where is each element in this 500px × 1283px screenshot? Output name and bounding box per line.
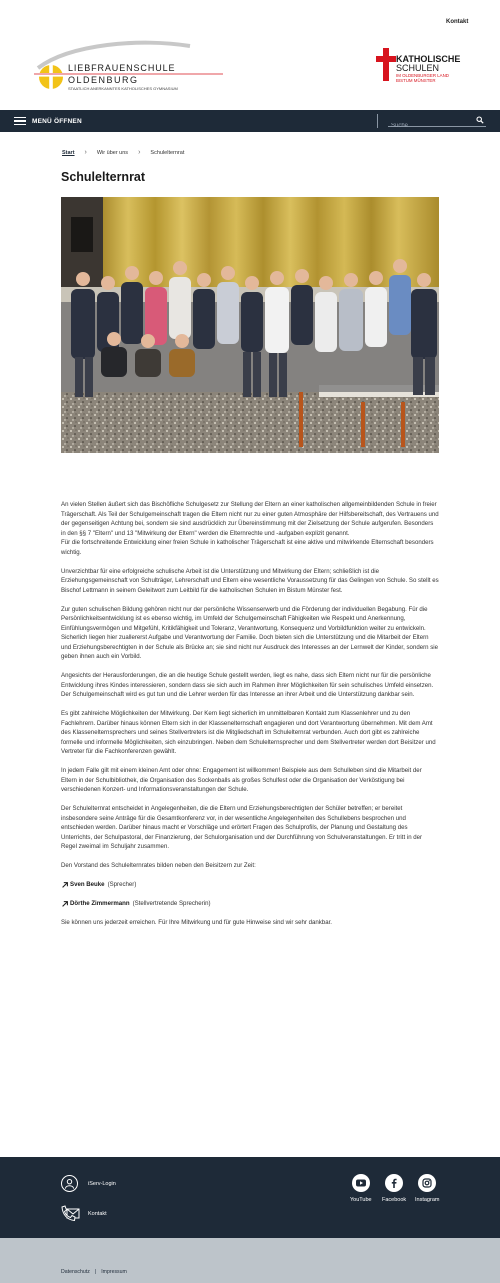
paragraph: Es gibt zahlreiche Möglichkeiten der Mitwirkung. Der Kern liegt sicherlich im unmittelbaren Kontakt zum Klassenlehrer und zu den Fachlehrern. Darüber hinaus können Eltern sich in der Klassenelternschaft engagieren und dort Verantwortung übernehmen. Mit dem Amt des Klassenelternsprechers und seines Stellvertreters ist die Mitgliedschaft im Schulelternrat verbunden. Auch dort gibt es zahlreiche formelle und informelle Möglichkeiten, sich einzubringen. Neben dem Schulelternsprecher und dem Stellvertreter werden dort Beisitzer und Vertreter für die Fachkonferenzen gewählt. xyxy=(61,710,436,755)
iserv-login-label: iServ-Login xyxy=(88,1180,116,1187)
youtube-icon xyxy=(352,1174,370,1192)
partner-line4: BISTUM MÜNSTER xyxy=(396,78,436,83)
group-photo xyxy=(61,197,439,453)
logo-mark-icon xyxy=(39,65,63,89)
iserv-login-link[interactable] xyxy=(61,1175,116,1192)
instagram-link[interactable] xyxy=(415,1174,439,1203)
contact-name: Dörthe Zimmermann xyxy=(70,900,130,907)
instagram-icon xyxy=(418,1174,436,1192)
site-footer xyxy=(0,1157,500,1238)
breadcrumb-current: Schulelternrat xyxy=(150,150,185,156)
search-input[interactable] xyxy=(388,120,468,132)
page-title: Schulelternrat xyxy=(61,170,146,184)
header-kontakt-link[interactable]: Kontakt xyxy=(446,19,469,25)
datenschutz-link[interactable]: Datenschutz xyxy=(61,1269,90,1275)
closing-paragraph: Sie können uns jederzeit erreichen. Für Ihre Mitwirkung und für gute Hinweise sind wir sehr dankbar. xyxy=(61,919,332,926)
contact-link-sven-beuke[interactable] xyxy=(61,880,439,890)
intro-paragraph xyxy=(61,500,439,557)
school-name-line1: LIEBFRAUENSCHULE xyxy=(68,63,176,73)
paragraph: Der Schulelternrat entscheidet in Angelegenheiten, die die Eltern und Erziehungsberechtigten der Schüler betreffen; er bereitet insbesondere seine Anträge für die Gesamtkonferenz vor, in der wesentliche Angelegenheiten des Schullebens besprochen und entschieden werden. Darüber hinaus macht er Vorschläge und erörtert Fragen des Schulprofils, der Planung und Gestaltung des Unterrichts, der Schulpastoral, der Finanzierung, der Schulorganisation und der Durchführung von Schulveranstaltungen. Er tritt in der Regel zweimal im Schuljahr zusammen. xyxy=(61,805,423,850)
legal-bar xyxy=(0,1238,500,1283)
paragraph: Angesichts der Herausforderungen, die an die heutige Schule gestellt werden, liegt es nahe, dass sich Eltern nicht nur für die persönliche Entwicklung ihres Kindes interessieren, sondern dass sie sich auch im Rahmen ihrer Möglichkeiten für sein schulisches Umfeld einsetzen. Der Schulgemeinschaft wird es gut tun und die Lehrer werden für das Interesse an ihrer Arbeit und die Unterstützung dankbar sein. xyxy=(61,672,434,698)
paragraph: Unverzichtbar für eine erfolgreiche schulische Arbeit ist die Unterstützung und Mitwirkung der Eltern; schließlich ist die Erziehungsgemeinschaft von Schulträger, Lehrerschaft und Eltern eine wesentliche Voraussetzung für das Gelingen von Schule. So stellt es Bischof Lettmann in seinem Geleitwort zum Leitbild für die katholischen Schulen im Bistum Münster fest. xyxy=(61,567,439,594)
footer-kontakt-link[interactable] xyxy=(61,1205,107,1223)
youtube-link[interactable] xyxy=(350,1174,372,1203)
contact-name: Sven Beuke xyxy=(70,881,105,888)
facebook-icon xyxy=(385,1174,403,1192)
paragraph-text: An vielen Stellen äußert sich das Bischöfliche Schulgesetz zur Stellung der Eltern an einer katholischen allgemeinbildenden Schule in freier Trägerschaft. Als Teil der Schulgemeinschaft tragen die Eltern nicht nur zu einer guten Atmosphäre der Hilfsbereitschaft, des Vertrauens und der gegenseitigen Achtung bei, sondern sie sind ausdrücklich zur Übereinstimmung mit der Zielsetzung der Schule aufgerufen. Besonders in den §§ 7 "Eltern" und 13 "Mitwirkung der Eltern" werden die Elternrechte und -aufgaben explizit genannt. xyxy=(61,501,439,537)
red-cross-icon xyxy=(376,48,396,81)
paragraph: Den Vorstand des Schulelternrates bilden neben den Beisitzern zur Zeit: xyxy=(61,862,256,869)
search-icon[interactable] xyxy=(476,116,484,124)
legal-separator: | xyxy=(94,1269,97,1275)
arrow-up-right-icon xyxy=(61,900,69,908)
school-subtitle: STAATLICH ANERKANNTES KATHOLISCHES GYMNASIUM xyxy=(68,86,178,91)
katholische-schulen-logo[interactable] xyxy=(375,48,475,84)
phone-mail-icon xyxy=(61,1205,81,1223)
facebook-label: Facebook xyxy=(382,1197,407,1203)
article-content xyxy=(61,500,439,937)
partner-line2: SCHULEN xyxy=(396,63,440,73)
legal-links xyxy=(61,1269,127,1275)
contact-role: (Stellvertretende Sprecherin) xyxy=(132,900,211,907)
breadcrumb-wir-ueber-uns[interactable]: Wir über uns xyxy=(96,150,129,156)
arrow-up-right-icon xyxy=(61,881,69,889)
breadcrumb xyxy=(62,150,184,156)
school-logo[interactable] xyxy=(30,40,230,96)
footer-kontakt-label: Kontakt xyxy=(88,1211,107,1217)
main-navbar xyxy=(0,110,500,132)
breadcrumb-start[interactable]: Start xyxy=(62,150,75,156)
hamburger-icon xyxy=(14,117,26,125)
impressum-link[interactable]: Impressum xyxy=(101,1269,127,1275)
contact-link-doerthe-zimmermann[interactable] xyxy=(61,899,439,909)
chevron-right-icon: › xyxy=(138,149,141,156)
paragraph: Zur guten schulischen Bildung gehören nicht nur der persönliche Wissenserwerb und die Förderung der individuellen Begabung. Für die Persönlichkeitsentwicklung ist es ebenso wichtig, im Umfeld der Schulgemeinschaft Fähigkeiten wie Respekt und Anerkennung, Einfühlungsvermögen und Mitgefühl, Kritikfähigkeit und Toleranz, Verantwortung, Konsequenz und Vorbildfunktion weiter zu entwickeln. Sicherlich liegen hier zuallererst Aufgabe und Verantwortung der Familie. Doch bieten sich die Unterstützung und die Mitarbeit der Eltern und Erziehungsberechtigten in der Schule als Brücke an; sie sind nicht nur Ausdruck des Interesses an der Lernwelt der Kinder, sondern sie geben ihnen auch ein Vorbild. xyxy=(61,605,439,660)
paragraph: In jedem Falle gilt mit einem kleinen Amt oder ohne: Engagement ist willkommen! Beispiele aus dem Schulleben sind die Mitarbeit der Eltern in der Schulbibliothek, die Organisation des Sockenballs als großes Schulfest oder die Organisation der Verköstigung bei verschiedenen Konzert- und Informationsveranstaltungen der Schule. xyxy=(61,767,422,793)
youtube-label: YouTube xyxy=(350,1197,372,1203)
menu-toggle-button[interactable] xyxy=(14,115,82,127)
user-icon xyxy=(61,1175,78,1192)
partner-line1: KATHOLISCHE xyxy=(396,54,461,64)
chevron-right-icon: › xyxy=(84,149,87,156)
menu-toggle-label: MENÜ ÖFFNEN xyxy=(32,117,82,125)
partner-line3: IM OLDENBURGER LAND xyxy=(396,73,449,78)
search-box xyxy=(388,114,486,127)
instagram-label: Instagram xyxy=(415,1197,440,1203)
contact-role: (Sprecher) xyxy=(107,881,137,888)
facebook-link[interactable] xyxy=(382,1174,406,1203)
school-name-line2: OLDENBURG xyxy=(68,75,139,85)
paragraph-text: Für die fortschreitende Entwicklung einer freien Schule in katholischer Trägerschaft ist eine aktive und mitwirkende Elternschaft besonders wichtig. xyxy=(61,539,434,556)
site-header xyxy=(0,0,500,110)
nav-divider xyxy=(377,114,378,128)
